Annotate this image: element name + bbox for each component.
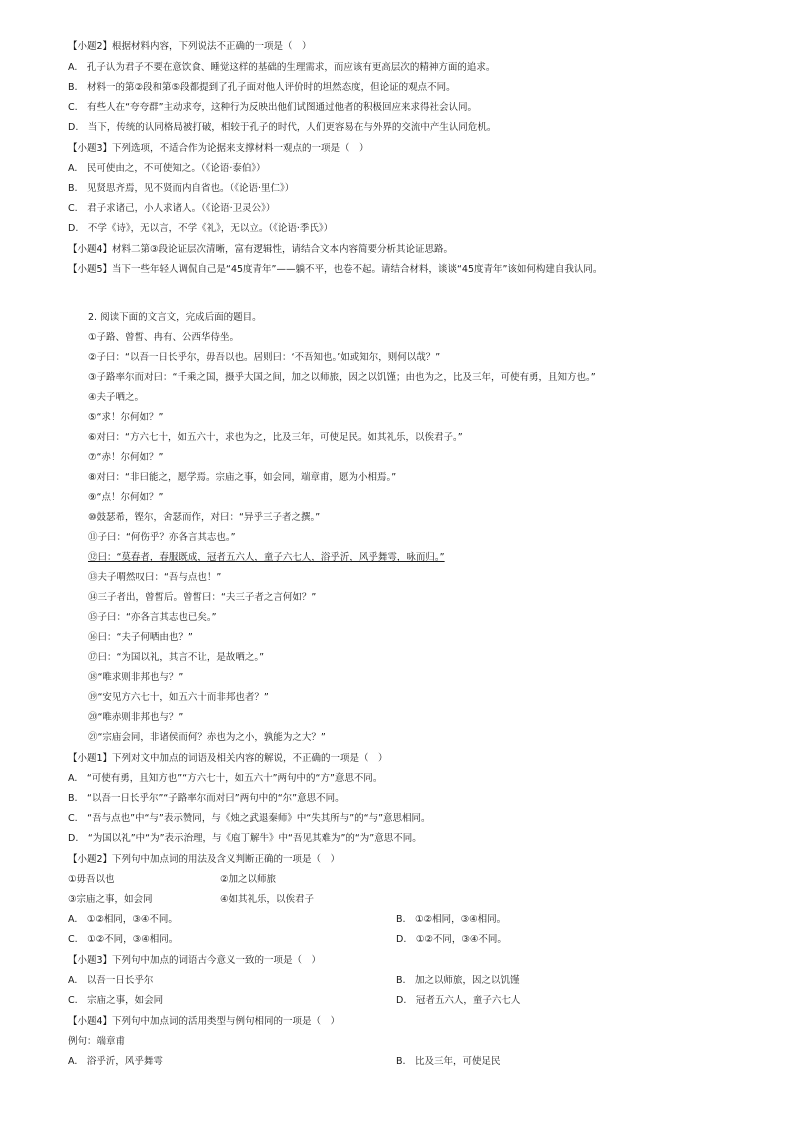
question-3-stem: 【小题3】下列句中加点的词语古今意义一致的一项是（ ） (68, 955, 322, 966)
passage-paragraph: ⑨“点！尔何如？” (88, 492, 164, 503)
passage-paragraph: ④夫子哂之。 (88, 392, 145, 403)
q2-option-b: B. 材料一的第②段和第⑤段都提到了孔子面对他人评价时的坦然态度，但论证的观点不同。 (68, 82, 456, 93)
q3-option-d: D. 不学《诗》，无以言，不学《礼》，无以立。（《论语·季氏》） (68, 223, 334, 234)
q3-option-c: C. 君子求诸己，小人求诸人。（《论语·卫灵公》） (68, 203, 276, 214)
passage-paragraph: ⑱“唯求则非邦也与？” (88, 672, 184, 683)
passage-paragraph: ⑪子曰：“何伤乎？亦各言其志也。” (88, 532, 236, 543)
passage-paragraph: ⑦“赤！尔何如？” (88, 452, 164, 463)
q2-option-d: D. ①②不同，③④不同。 (396, 934, 507, 945)
q2-option-a: A. ①②相同，③④不同。 (68, 914, 178, 925)
question-5-stem: 【小题5】当下一些年轻人调侃自己是“45度青年”——躺不平，也卷不起。请结合材料，谈谈“45度青年”该如何构建自我认同。 (68, 264, 603, 275)
q1-option-b: B. “以吾一日长乎尔”“子路率尔而对曰”两句中的“尔”意思不同。 (68, 793, 345, 804)
q3-option-a: A. 以吾一日长乎尔 (68, 975, 154, 986)
question-2-stem: 【小题2】根据材料内容，下列说法不正确的一项是（ ） (68, 41, 312, 52)
q4-example: 例句：端章甫 (68, 1036, 126, 1047)
q1-option-d: D. “为国以礼”中“为”表示治理，与《庖丁解牛》中“吾见其难为”的“为”意思不同。 (68, 833, 422, 844)
passage-paragraph: ①子路、曾皙、冉有、公西华侍坐。 (88, 332, 240, 343)
q3-option-a: A. 民可使由之，不可使知之。（《论语·泰伯》） (68, 163, 266, 174)
passage-paragraph: ⑧对曰：“非曰能之，愿学焉。宗庙之事，如会同，端章甫，愿为小相焉。” (88, 472, 397, 483)
question-4-stem: 【小题4】下列句中加点词的活用类型与例句相同的一项是（ ） (68, 1016, 341, 1027)
passage-paragraph: ⑲“安见方六七十，如五六十而非邦也者？” (88, 692, 269, 703)
passage-paragraph: ㉑“宗庙会同，非诸侯而何？赤也为之小，孰能为之大？” (88, 732, 326, 743)
passage-paragraph: ⑤“求！尔何如？” (88, 412, 164, 423)
passage-paragraph: ⑬夫子喟然叹曰：“吾与点也！” (88, 572, 222, 583)
passage-paragraph: ⑫曰：“莫春者，春服既成，冠者五六人，童子六七人，浴乎沂，风乎舞雩，咏而归。” (88, 552, 445, 563)
q2-item-3: ③宗庙之事，如会同 (68, 894, 153, 905)
q2-option-d: D. 当下，传统的认同格局被打破，相较于孔子的时代，人们更容易在与外界的交流中产生认同危机。 (68, 122, 497, 133)
passage-paragraph: ⑭三子者出，曾皙后。曾皙曰：“夫三子者之言何如？” (88, 592, 317, 603)
passage-paragraph: ⑰曰：“为国以礼，其言不让，是故哂之。” (88, 652, 265, 663)
question-4-stem: 【小题4】材料二第③段论证层次清晰，富有逻辑性，请结合文本内容简要分析其论证思路。 (68, 244, 454, 255)
passage-paragraph: ⑯曰：“夫子何哂由也？” (88, 632, 193, 643)
q4-option-b: B. 比及三年，可使足民 (396, 1056, 501, 1067)
passage-paragraph: ⑥对曰：“方六七十，如五六十，求也为之，比及三年，可使足民。如其礼乐，以俟君子。” (88, 432, 463, 443)
question-3-stem: 【小题3】下列选项，不适合作为论据来支撑材料一观点的一项是（ ） (68, 143, 369, 154)
q2-item-4: ④如其礼乐，以俟君子 (220, 894, 315, 905)
passage-paragraph: ⑮子曰：“亦各言其志也已矣。” (88, 612, 217, 623)
passage-paragraph: ⑩鼓瑟希，铿尔，舍瑟而作，对曰：“异乎三子者之撰。” (88, 512, 321, 523)
section-2-heading: 2. 阅读下面的文言文，完成后面的题目。 (88, 312, 262, 323)
question-1-stem: 【小题1】下列对文中加点的词语及相关内容的解说，不正确的一项是（ ） (68, 753, 388, 764)
q2-item-2: ②加之以师旅 (220, 874, 277, 885)
q2-option-a: A. 孔子认为君子不要在意饮食、睡觉这样的基础的生理需求，而应该有更高层次的精神方面的追求。 (68, 62, 496, 73)
passage-paragraph: ⑳“唯赤则非邦也与？” (88, 712, 184, 723)
q3-option-d: D. 冠者五六人，童子六七人 (396, 995, 521, 1006)
q3-option-b: B. 见贤思齐焉，见不贤而内自省也。（《论语·里仁》） (68, 183, 295, 194)
q4-option-a: A. 浴乎沂，风乎舞雩 (68, 1056, 163, 1067)
passage-paragraph: ②子曰：“以吾一日长乎尔，毋吾以也。居则曰：‘不吾知也。’如或知尔，则何以哉？” (88, 352, 441, 363)
q2-option-c: C. 有些人在“夸夸群”主动求夸，这种行为反映出他们试图通过他者的积极回应来求得社会认同。 (68, 102, 477, 113)
q3-option-c: C. 宗庙之事，如会同 (68, 995, 164, 1006)
question-2-stem: 【小题2】下列句中加点词的用法及含义判断正确的一项是（ ） (68, 854, 341, 865)
q2-option-c: C. ①②不同，③④相同。 (68, 934, 179, 945)
q3-option-b: B. 加之以师旅，因之以饥馑 (396, 975, 520, 986)
q1-option-c: C. “吾与点也”中“与”表示赞同，与《烛之武退秦师》中“失其所与”的“与”意思相同。 (68, 813, 431, 824)
q2-option-b: B. ①②相同，③④相同。 (396, 914, 507, 925)
passage-paragraph: ③子路率尔而对曰：“千乘之国，摄乎大国之间，加之以师旅，因之以饥馑；由也为之，比及三年，可使有勇，且知方也。” (88, 372, 596, 383)
q2-item-1: ①毋吾以也 (68, 874, 115, 885)
q1-option-a: A. “可使有勇，且知方也”“方六七十，如五六十”两句中的“方”意思不同。 (68, 773, 383, 784)
